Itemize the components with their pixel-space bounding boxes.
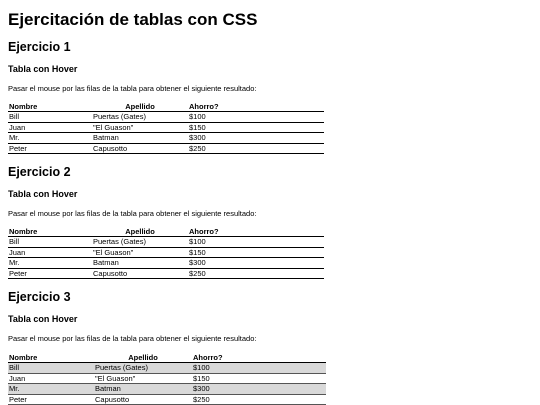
- cell-ahorro: $250: [188, 268, 324, 279]
- cell-nombre: Juan: [8, 122, 92, 133]
- column-header-ahorro: Ahorro?: [192, 352, 326, 363]
- cell-nombre: Mr.: [8, 133, 92, 144]
- exercise-title: Ejercicio 3: [8, 290, 71, 304]
- cell-apellido: "El Guason": [92, 247, 188, 258]
- cell-nombre: Mr.: [8, 258, 92, 269]
- cell-nombre: Bill: [8, 363, 94, 374]
- cell-ahorro: $150: [192, 373, 326, 384]
- table-row[interactable]: [8, 237, 324, 248]
- column-header-ahorro: Ahorro?: [188, 226, 324, 237]
- table-row[interactable]: [8, 247, 324, 258]
- cell-apellido: Puertas (Gates): [92, 112, 188, 123]
- table-row[interactable]: [8, 112, 324, 123]
- cell-nombre: Mr.: [8, 384, 94, 395]
- cell-apellido: Batman: [92, 133, 188, 144]
- table-row[interactable]: [8, 363, 326, 374]
- cell-nombre: Bill: [8, 237, 92, 248]
- page-title: Ejercitación de tablas con CSS: [8, 10, 258, 29]
- table-row[interactable]: [8, 258, 324, 269]
- column-header-nombre: Nombre: [8, 226, 92, 237]
- column-header-nombre: Nombre: [8, 101, 92, 112]
- cell-apellido: "El Guason": [92, 122, 188, 133]
- table-header-row: [8, 352, 326, 363]
- column-header-apellido: Apellido: [92, 101, 188, 112]
- cell-nombre: Peter: [8, 143, 92, 154]
- table-row[interactable]: [8, 122, 324, 133]
- cell-apellido: Batman: [92, 258, 188, 269]
- exercise-title: Ejercicio 2: [8, 165, 71, 179]
- cell-apellido: Batman: [94, 384, 192, 395]
- exercise-instruction: Pasar el mouse por las filas de la tabla para obtener el siguiente resultado:: [8, 84, 257, 93]
- savings-table-striped: [8, 352, 326, 405]
- cell-apellido: Capusotto: [94, 394, 192, 405]
- column-header-ahorro: Ahorro?: [188, 101, 324, 112]
- table-row[interactable]: [8, 133, 324, 144]
- cell-ahorro: $300: [188, 258, 324, 269]
- column-header-apellido: Apellido: [94, 352, 192, 363]
- table-row[interactable]: [8, 394, 326, 405]
- table-row[interactable]: [8, 268, 324, 279]
- cell-nombre: Bill: [8, 112, 92, 123]
- cell-apellido: "El Guason": [94, 373, 192, 384]
- table-header-row: [8, 226, 324, 237]
- cell-ahorro: $100: [188, 237, 324, 248]
- cell-nombre: Peter: [8, 394, 94, 405]
- cell-ahorro: $250: [188, 143, 324, 154]
- cell-nombre: Juan: [8, 373, 94, 384]
- exercise-subtitle: Tabla con Hover: [8, 189, 78, 199]
- cell-ahorro: $100: [192, 363, 326, 374]
- cell-nombre: Juan: [8, 247, 92, 258]
- column-header-nombre: Nombre: [8, 352, 94, 363]
- cell-ahorro: $250: [192, 394, 326, 405]
- cell-ahorro: $150: [188, 122, 324, 133]
- exercise-instruction: Pasar el mouse por las filas de la tabla para obtener el siguiente resultado:: [8, 209, 257, 218]
- cell-apellido: Puertas (Gates): [94, 363, 192, 374]
- savings-table: [8, 226, 324, 279]
- table-row[interactable]: [8, 143, 324, 154]
- exercise-instruction: Pasar el mouse por las filas de la tabla para obtener el siguiente resultado:: [8, 334, 257, 343]
- cell-apellido: Puertas (Gates): [92, 237, 188, 248]
- cell-ahorro: $150: [188, 247, 324, 258]
- exercise-subtitle: Tabla con Hover: [8, 314, 78, 324]
- cell-ahorro: $100: [188, 112, 324, 123]
- table-row[interactable]: [8, 373, 326, 384]
- exercise-title: Ejercicio 1: [8, 40, 71, 54]
- cell-nombre: Peter: [8, 268, 92, 279]
- savings-table: [8, 101, 324, 154]
- cell-apellido: Capusotto: [92, 143, 188, 154]
- table-header-row: [8, 101, 324, 112]
- cell-ahorro: $300: [192, 384, 326, 395]
- cell-ahorro: $300: [188, 133, 324, 144]
- exercise-subtitle: Tabla con Hover: [8, 64, 78, 74]
- table-row[interactable]: [8, 384, 326, 395]
- cell-apellido: Capusotto: [92, 268, 188, 279]
- column-header-apellido: Apellido: [92, 226, 188, 237]
